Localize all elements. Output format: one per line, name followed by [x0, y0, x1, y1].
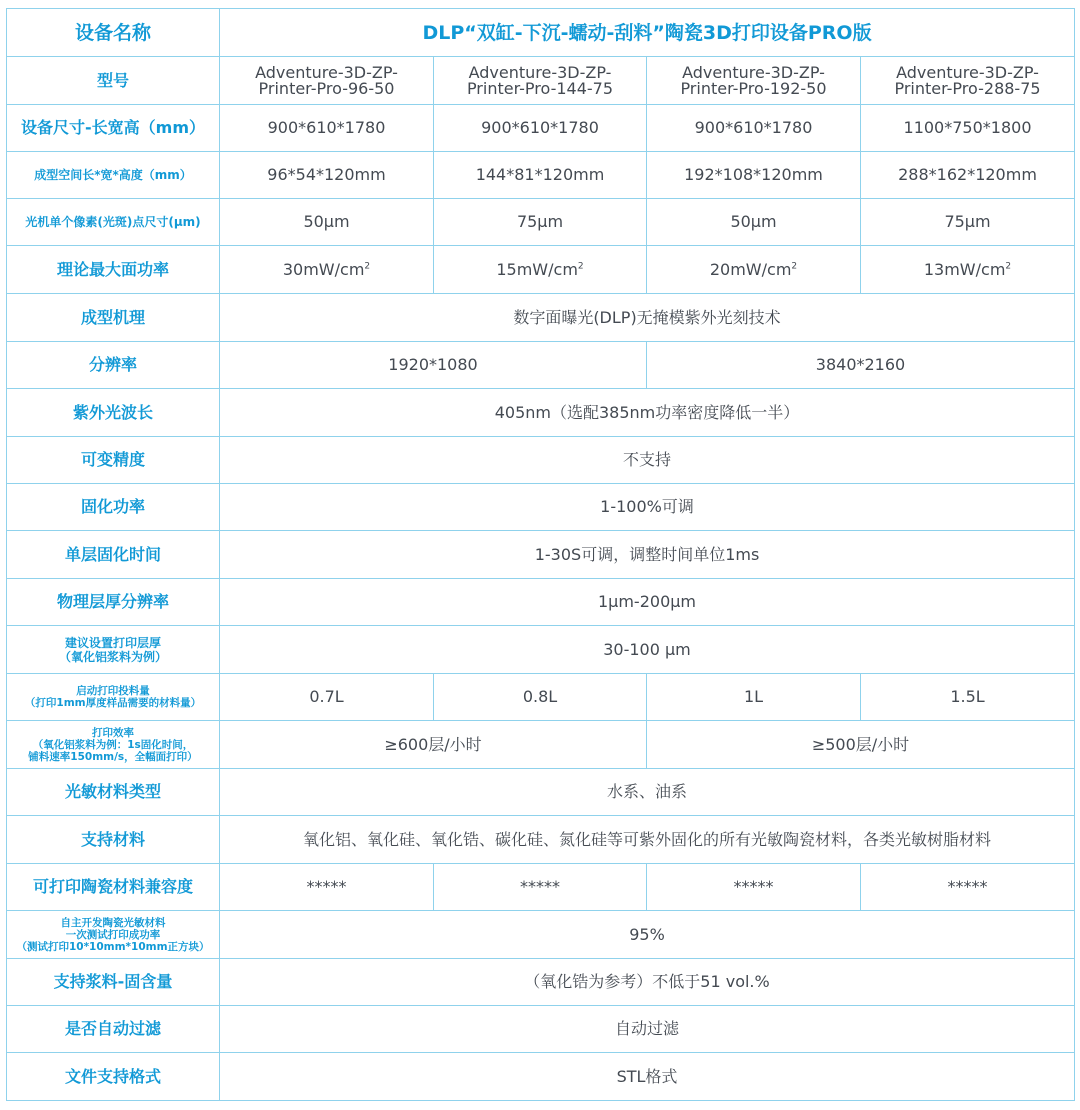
success-rate-value: 95% — [220, 911, 1075, 959]
row-cure-power — [7, 484, 1075, 531]
row-label: 支持材料 — [7, 816, 220, 864]
row-layer-resolution — [7, 579, 1075, 626]
resolution-cell: 3840*2160 — [647, 342, 1075, 389]
row-label: 光机单个像素(光斑)点尺寸(μm) — [7, 199, 220, 246]
support-material-value: 氧化铝、氧化硅、氧化锆、碳化硅、氮化硅等可紫外固化的所有光敏陶瓷材料，各类光敏树脂材料 — [220, 816, 1075, 864]
row-pixel — [7, 199, 1075, 246]
header-title: DLP“双缸-下沉-蠕动-刮料”陶瓷3D打印设备PRO版 — [220, 9, 1075, 57]
power-cell — [220, 246, 434, 294]
resolution-cell: 1920*1080 — [220, 342, 647, 389]
row-compatibility — [7, 864, 1075, 911]
row-cure-time — [7, 531, 1075, 579]
compatibility-cell: ***** — [220, 864, 434, 911]
power-value: 20mW/cm — [709, 259, 792, 279]
file-format-value: STL格式 — [220, 1053, 1075, 1101]
row-material-type — [7, 769, 1075, 816]
row-label: 打印效率 （氧化铝浆料为例：1s固化时间， 铺料速率150mm/s，全幅面打印） — [7, 721, 220, 769]
row-label: 成型空间长*宽*高度（mm） — [7, 152, 220, 199]
power-cell — [647, 246, 861, 294]
row-file-format — [7, 1053, 1075, 1101]
row-label: 型号 — [7, 57, 220, 105]
solid-content-value: （氧化锆为参考）不低于51 vol.% — [220, 959, 1075, 1006]
row-model — [7, 57, 1075, 105]
start-material-cell: 1L — [647, 674, 861, 721]
auto-filter-value: 自动过滤 — [220, 1006, 1075, 1053]
row-power — [7, 246, 1075, 294]
header-label: 设备名称 — [7, 9, 220, 57]
row-label: 固化功率 — [7, 484, 220, 531]
start-material-cell: 0.7L — [220, 674, 434, 721]
cure-power-value: 1-100%可调 — [220, 484, 1075, 531]
size-cell: 900*610*1780 — [434, 105, 647, 152]
principle-value: 数字面曝光(DLP)无掩模紫外光刻技术 — [220, 294, 1075, 342]
row-label: 可打印陶瓷材料兼容度 — [7, 864, 220, 911]
row-label: 成型机理 — [7, 294, 220, 342]
row-recommended-layer — [7, 626, 1075, 674]
efficiency-cell: ≥600层/小时 — [220, 721, 647, 769]
build-space-cell: 288*162*120mm — [861, 152, 1075, 199]
power-unit-exponent: 2 — [1005, 261, 1012, 272]
pixel-cell: 75μm — [434, 199, 647, 246]
model-cell: Adventure-3D-ZP- Printer-Pro-192-50 — [647, 57, 861, 105]
cure-time-value: 1-30S可调，调整时间单位1ms — [220, 531, 1075, 579]
size-cell: 900*610*1780 — [220, 105, 434, 152]
power-cell — [434, 246, 647, 294]
compatibility-cell: ***** — [647, 864, 861, 911]
model-cell: Adventure-3D-ZP- Printer-Pro-144-75 — [434, 57, 647, 105]
build-space-cell: 192*108*120mm — [647, 152, 861, 199]
row-solid-content — [7, 959, 1075, 1006]
spec-table — [6, 8, 1075, 1101]
row-efficiency — [7, 721, 1075, 769]
power-unit-exponent: 2 — [364, 261, 371, 272]
row-start-material — [7, 674, 1075, 721]
row-label: 设备尺寸-长宽高（mm） — [7, 105, 220, 152]
row-build-space — [7, 152, 1075, 199]
row-wavelength — [7, 389, 1075, 437]
compatibility-cell: ***** — [434, 864, 647, 911]
row-label: 支持浆料-固含量 — [7, 959, 220, 1006]
row-auto-filter — [7, 1006, 1075, 1053]
row-label: 分辨率 — [7, 342, 220, 389]
row-label: 可变精度 — [7, 437, 220, 484]
material-type-value: 水系、油系 — [220, 769, 1075, 816]
row-label: 紫外光波长 — [7, 389, 220, 437]
row-variable-precision — [7, 437, 1075, 484]
power-unit-exponent: 2 — [577, 261, 584, 272]
recommended-layer-value: 30-100 μm — [220, 626, 1075, 674]
layer-resolution-value: 1μm-200μm — [220, 579, 1075, 626]
row-label: 是否自动过滤 — [7, 1006, 220, 1053]
size-cell: 900*610*1780 — [647, 105, 861, 152]
row-size — [7, 105, 1075, 152]
row-label: 文件支持格式 — [7, 1053, 220, 1101]
row-resolution — [7, 342, 1075, 389]
row-label: 单层固化时间 — [7, 531, 220, 579]
row-label: 理论最大面功率 — [7, 246, 220, 294]
start-material-cell: 0.8L — [434, 674, 647, 721]
row-principle — [7, 294, 1075, 342]
pixel-cell: 50μm — [220, 199, 434, 246]
build-space-cell: 96*54*120mm — [220, 152, 434, 199]
power-cell — [861, 246, 1075, 294]
model-cell: Adventure-3D-ZP- Printer-Pro-96-50 — [220, 57, 434, 105]
start-material-cell: 1.5L — [861, 674, 1075, 721]
row-label: 物理层厚分辨率 — [7, 579, 220, 626]
pixel-cell: 75μm — [861, 199, 1075, 246]
wavelength-value: 405nm（选配385nm功率密度降低一半） — [220, 389, 1075, 437]
row-label: 建议设置打印层厚 （氧化铝浆料为例） — [7, 626, 220, 674]
build-space-cell: 144*81*120mm — [434, 152, 647, 199]
model-cell: Adventure-3D-ZP- Printer-Pro-288-75 — [861, 57, 1075, 105]
row-support-material — [7, 816, 1075, 864]
size-cell: 1100*750*1800 — [861, 105, 1075, 152]
power-unit-exponent: 2 — [791, 261, 798, 272]
row-success-rate — [7, 911, 1075, 959]
power-value: 13mW/cm — [923, 259, 1006, 279]
compatibility-cell: ***** — [861, 864, 1075, 911]
row-label: 自主开发陶瓷光敏材料 一次测试打印成功率 （测试打印10*10mm*10mm正方块） — [7, 911, 220, 959]
efficiency-cell: ≥500层/小时 — [647, 721, 1075, 769]
pixel-cell: 50μm — [647, 199, 861, 246]
variable-precision-value: 不支持 — [220, 437, 1075, 484]
row-header — [7, 9, 1075, 57]
row-label: 启动打印投料量 （打印1mm厚度样品需要的材料量） — [7, 674, 220, 721]
power-value: 30mW/cm — [282, 259, 365, 279]
power-value: 15mW/cm — [496, 259, 578, 279]
row-label: 光敏材料类型 — [7, 769, 220, 816]
